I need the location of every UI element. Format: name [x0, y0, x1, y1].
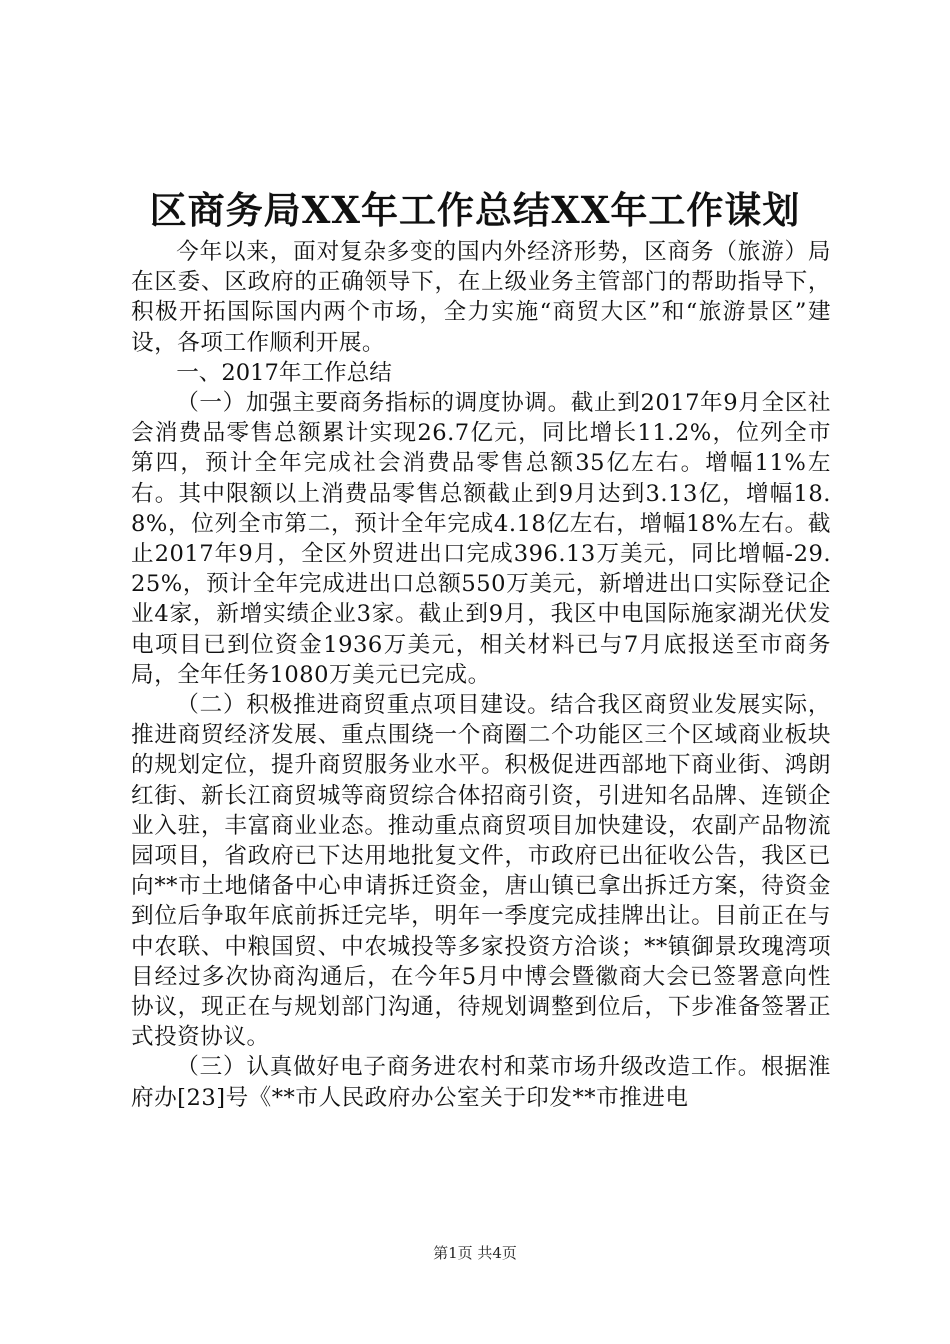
body-paragraph: （一）加强主要商务指标的调度协调。截止到2017年9月全区社会消费品零售总额累计实现26.7亿元，同比增长11.2%，位列全市第四，预计全年完成社会消费品零售总额35亿左右。增幅11%左右。其中限额以上消费品零售总额截止到9月达到3.13亿，增幅18.8%，位列全市第二，预计全年完成4.18亿左右，增幅18%左右。截止2017年9月，全区外贸进出口完成396.13万美元，同比增幅-29.25%，预计全年完成进出口总额550万美元，新增进出口实际登记企业4家，新增实绩企业3家。截止到9月，我区中电国际施家湖光伏发电项目已到位资金1936万美元，相关材料已与7月底报送至市商务局，全年任务1080万美元已完成。	[131, 390, 831, 688]
section-heading: 一、2017年工作总结	[176, 359, 392, 386]
body-paragraph: （三）认真做好电子商务进农村和菜市场升级改造工作。根据淮府办[23]号《**市人民政府办公室关于印发**市推进电	[131, 1054, 831, 1111]
intro-paragraph: 今年以来，面对复杂多变的国内外经济形势，区商务（旅游）局在区委、区政府的正确领导下，在上级业务主管部门的帮助指导下，积极开拓国际国内两个市场，全力实施“商贸大区”和“旅游景区”建设，各项工作顺利开展。	[131, 239, 831, 356]
document-title: 区商务局XX年工作总结XX年工作谋划	[149, 188, 801, 232]
document-body	[131, 237, 831, 1113]
page-footer: 第1页 共4页	[433, 1244, 517, 1262]
body-paragraph: （二）积极推进商贸重点项目建设。结合我区商贸业发展实际，推进商贸经济发展、重点围绕一个商圈二个功能区三个区域商业板块的规划定位，提升商贸服务业水平。积极促进西部地下商业街、鸿朗红街、新长江商贸城等商贸综合体招商引资，引进知名品牌、连锁企业入驻，丰富商业业态。推动重点商贸项目加快建设，农副产品物流园项目，省政府已下达用地批复文件，市政府已出征收公告，我区已向**市土地储备中心申请拆迁资金，唐山镇已拿出拆迁方案，待资金到位后争取年底前拆迁完毕，明年一季度完成挂牌出让。目前正在与中农联、中粮国贸、中农城投等多家投资方洽谈；**镇御景玫瑰湾项目经过多次协商沟通后，在今年5月中博会暨徽商大会已签署意向性协议，现正在与规划部门沟通，待规划调整到位后，下步准备签署正式投资协议。	[131, 692, 831, 1051]
